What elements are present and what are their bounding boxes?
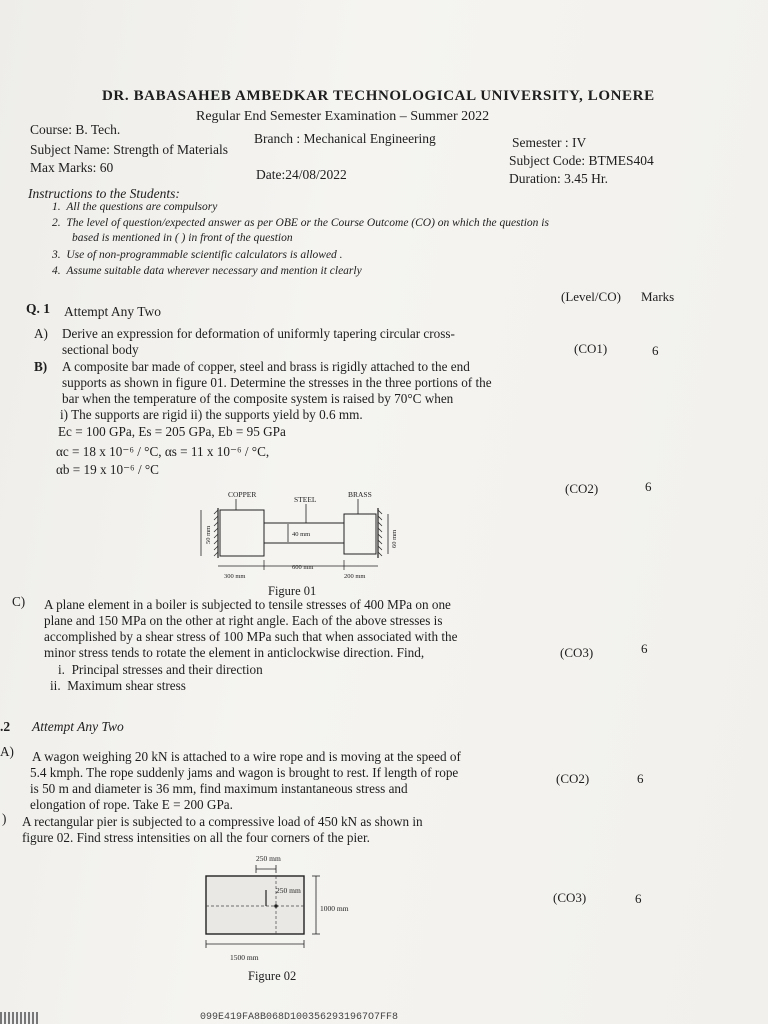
q1a-marks: 6 xyxy=(652,343,659,358)
max-marks: Max Marks: 60 xyxy=(30,160,114,175)
q1b-co: (CO2) xyxy=(565,481,599,496)
q1c-sub-item: ii. Maximum shear stress xyxy=(50,678,186,693)
q1-number: Q. 1 xyxy=(26,301,51,316)
subject-name: Subject Name: Strength of Materials xyxy=(30,142,228,157)
instruction-item: 3. Use of non-programmable scientific calculators is allowed . xyxy=(52,249,343,261)
q1a-line: sectional body xyxy=(62,342,139,357)
instruction-item: 2. The level of question/expected answer as per OBE or the Course Outcome (CO) on which the question is xyxy=(52,217,549,229)
q1b-line: A composite bar made of copper, steel and brass is rigidly attached to the end xyxy=(62,359,470,374)
instruction-item-cont: based is mentioned in ( ) in front of the question xyxy=(72,232,293,244)
dim-top: 250 mm xyxy=(256,854,281,863)
marks-header: Marks xyxy=(641,289,675,304)
figure-02-caption: Figure 02 xyxy=(248,969,297,983)
q1a-label: A) xyxy=(34,326,48,341)
level-co-header: (Level/CO) xyxy=(561,289,621,304)
q1c-line: plane and 150 MPa on the other at right angle. Each of the above stresses is xyxy=(44,613,443,628)
q2a-line: 5.4 kmph. The rope suddenly jams and wagon is brought to rest. If length of rope xyxy=(30,765,459,780)
dim-brass-diameter: 60 mm xyxy=(391,529,398,548)
q2b-line: A rectangular pier is subjected to a compressive load of 450 kN as shown in xyxy=(22,814,423,829)
duration: Duration: 3.45 Hr. xyxy=(509,171,608,186)
q2b-co: (CO3) xyxy=(553,890,587,905)
exam-date: Date:24/08/2022 xyxy=(256,167,347,182)
label-copper: COPPER xyxy=(228,490,257,499)
q2b-marks: 6 xyxy=(635,891,642,906)
q1b-label: B) xyxy=(34,359,48,374)
instruction-item: 4. Assume suitable data wherever necessary and mention it clearly xyxy=(52,265,362,277)
q1c-co: (CO3) xyxy=(560,645,594,660)
q1c-marks: 6 xyxy=(641,641,648,656)
q1b-line: bar when the temperature of the composite system is raised by 70°C when xyxy=(62,391,454,406)
q1c-sub-item: i. Principal stresses and their direction xyxy=(58,662,263,677)
q2a-line: elongation of rope. Take E = 200 GPa. xyxy=(30,797,233,812)
q1b-line: αb = 19 x 10⁻⁶ / °C xyxy=(56,462,159,477)
exam-title: Regular End Semester Examination – Summer 2022 xyxy=(196,109,490,124)
q2a-marks: 6 xyxy=(637,771,644,786)
q2a-co: (CO2) xyxy=(556,771,590,786)
figure-01-caption: Figure 01 xyxy=(268,584,317,598)
dim-steel-diameter: 40 mm xyxy=(292,531,311,538)
q2b-line: figure 02. Find stress intensities on all the four corners of the pier. xyxy=(22,830,370,845)
dim-inner-top: 250 mm xyxy=(276,886,301,895)
q2b-label: ) xyxy=(2,811,7,826)
q1b-line: supports as shown in figure 01. Determine the stresses in the three portions of the xyxy=(62,375,492,390)
page-edge-strip xyxy=(0,1012,38,1024)
q1b-marks: 6 xyxy=(645,479,652,494)
q1b-line: i) The supports are rigid ii) the supports yield by 0.6 mm. xyxy=(60,407,363,422)
q2a-label: A) xyxy=(0,744,14,759)
q1c-line: accomplished by a shear stress of 100 MPa such that when associated with the xyxy=(44,629,458,644)
dim-steel-length: 600 mm xyxy=(292,564,314,571)
university-name: DR. BABASAHEB AMBEDKAR TECHNOLOGICAL UNIVERSITY, LONERE xyxy=(102,88,655,104)
q1b-line: αc = 18 x 10⁻⁶ / °C, αs = 11 x 10⁻⁶ / °C, xyxy=(56,444,270,459)
dim-copper-length: 300 mm xyxy=(224,573,246,580)
course: Course: B. Tech. xyxy=(30,122,121,137)
dim-right: 1000 mm xyxy=(320,904,349,913)
q2-number: .2 xyxy=(0,719,11,734)
q1c-line: A plane element in a boiler is subjected to tensile stresses of 400 MPa on one xyxy=(44,597,451,612)
figure-01-composite-bar xyxy=(196,486,396,582)
q2a-line: A wagon weighing 20 kN is attached to a wire rope and is moving at the speed of xyxy=(32,749,461,764)
subject-code: Subject Code: BTMES404 xyxy=(509,153,654,168)
branch: Branch : Mechanical Engineering xyxy=(254,131,436,146)
q1a-line: Derive an expression for deformation of uniformly tapering circular cross- xyxy=(62,326,455,341)
instruction-item: 1. All the questions are compulsory xyxy=(52,201,218,213)
q1c-label: C) xyxy=(12,594,26,609)
q2a-line: is 50 m and diameter is 36 mm, find maximum instantaneous stress and xyxy=(30,781,408,796)
label-brass: BRASS xyxy=(348,490,372,499)
q1b-line: Ec = 100 GPa, Es = 205 GPa, Eb = 95 GPa xyxy=(58,424,286,439)
q1-title: Attempt Any Two xyxy=(64,304,162,319)
q1c-line: minor stress tends to rotate the element in anticlockwise direction. Find, xyxy=(44,645,425,660)
dim-bottom: 1500 mm xyxy=(230,953,259,962)
label-steel: STEEL xyxy=(294,495,317,504)
q2-title: Attempt Any Two xyxy=(32,719,124,734)
dim-brass-length: 200 mm xyxy=(344,573,366,580)
footer-code: 099E419FA8B068D1003562931967O7FF8 xyxy=(200,1012,399,1023)
instructions-title: Instructions to the Students: xyxy=(28,186,180,201)
dim-copper-diameter: 50 mm xyxy=(205,525,212,544)
semester: Semester : IV xyxy=(512,135,587,150)
figure-02-rectangular-pier xyxy=(196,848,376,970)
q1a-co: (CO1) xyxy=(574,341,608,356)
